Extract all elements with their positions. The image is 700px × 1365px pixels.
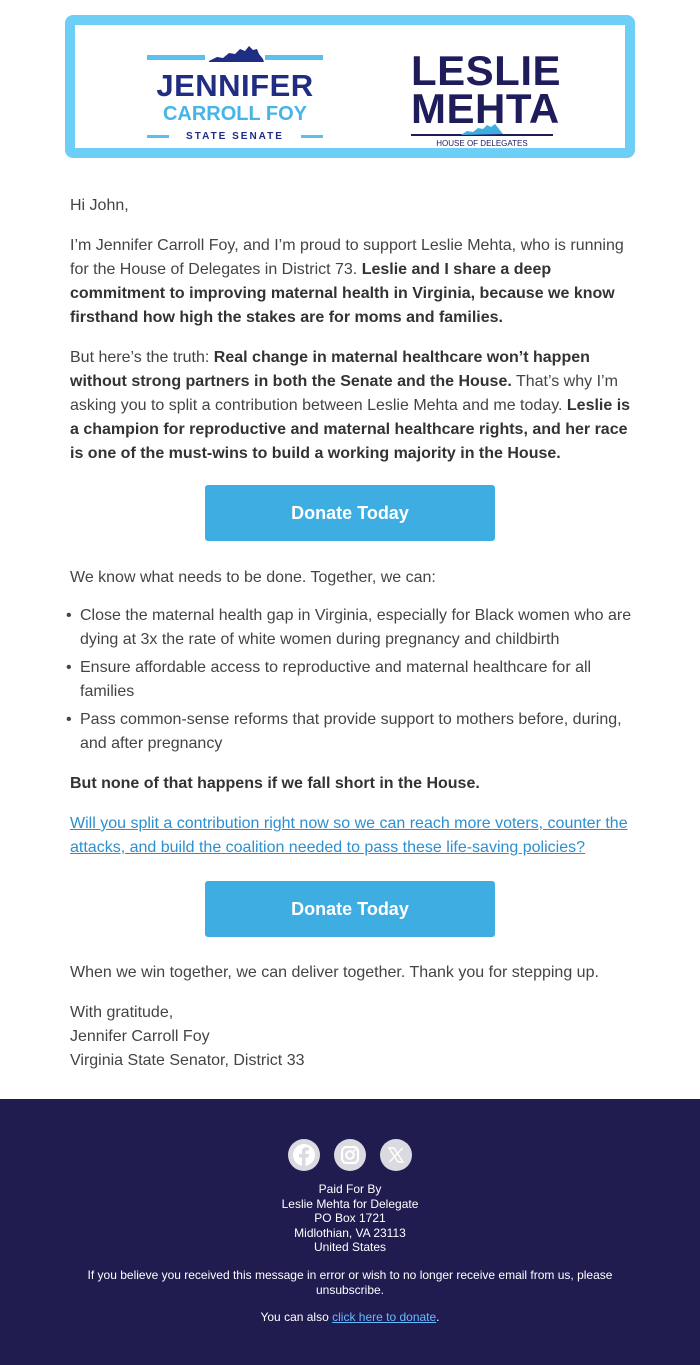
goals-list bbox=[80, 604, 634, 760]
unsubscribe-notice: If you believe you received this message in error or wish to no longer receive email from us, please unsubscribe. bbox=[87, 1268, 613, 1297]
list-item: • Pass common-sense reforms that provide support to mothers before, during, and after pregnancy bbox=[80, 708, 634, 756]
bold-statement bbox=[70, 772, 634, 796]
list-item: • Ensure affordable access to reproductive and maternal healthcare for all families bbox=[80, 656, 634, 704]
facebook-icon[interactable] bbox=[288, 1139, 320, 1171]
list-intro: We know what needs to be done. Together, we can: bbox=[70, 569, 436, 586]
footer-org: Leslie Mehta for Delegate bbox=[281, 1196, 419, 1211]
greeting: Hi John, bbox=[70, 197, 129, 214]
signature bbox=[70, 1001, 634, 1073]
logo-subtitle: STATE SENATE bbox=[186, 131, 284, 142]
logo-subtitle: HOUSE OF DELEGATES bbox=[436, 139, 528, 148]
closing-paragraph: When we win together, we can deliver together. Thank you for stepping up. bbox=[70, 964, 599, 981]
logo-last-name: MEHTA bbox=[411, 85, 560, 132]
paragraph-text: I’m Jennifer Carroll Foy, and I’m proud to support Leslie Mehta, who is running for the House of Delegates in District 73. bbox=[70, 237, 624, 278]
instagram-icon[interactable] bbox=[334, 1139, 366, 1171]
paragraph-bold-text: Leslie and I share a deep commitment to improving maternal health in Virginia, because we know firsthand how high the stakes are for moms and families. bbox=[70, 261, 615, 326]
list-item: • Close the maternal health gap in Virginia, especially for Black women who are dying at 3x the rate of white women during pregnancy and childbirth bbox=[80, 604, 634, 652]
virginia-state-icon bbox=[411, 123, 553, 137]
footer-country: United States bbox=[313, 1240, 387, 1254]
logo-last-name: CARROLL FOY bbox=[162, 103, 308, 125]
footer-city: Midlothian, VA 23113 bbox=[294, 1225, 406, 1240]
footer-address bbox=[0, 1182, 700, 1255]
paragraph-truth bbox=[70, 346, 634, 466]
logo-first-name: JENNIFER bbox=[156, 68, 314, 103]
header-inner bbox=[75, 25, 625, 148]
virginia-state-icon bbox=[207, 45, 265, 63]
paragraph-bold-text: Real change in maternal healthcare won’t happen without strong partners in both the Senate and the House. bbox=[70, 349, 590, 390]
signature-name: Jennifer Carroll Foy bbox=[70, 1028, 210, 1045]
signature-title: Virginia State Senator, District 33 bbox=[70, 1052, 305, 1069]
jennifer-carroll-foy-logo bbox=[147, 43, 323, 149]
paragraph-bold-text: Leslie is a champion for reproductive and maternal healthcare rights, and her race is one of the must-wins to build a working majority in the House. bbox=[70, 397, 631, 462]
paragraph-intro bbox=[70, 234, 634, 330]
footer-po-box: PO Box 1721 bbox=[314, 1211, 386, 1225]
signoff: With gratitude, bbox=[70, 1004, 174, 1021]
leslie-mehta-logo bbox=[411, 47, 562, 148]
paragraph-text: That’s why I’m asking you to split a contribution between Leslie Mehta and me today. bbox=[70, 373, 618, 414]
donate-button[interactable]: Donate Today bbox=[205, 485, 495, 541]
x-icon[interactable] bbox=[380, 1139, 412, 1171]
logo-rule bbox=[265, 55, 323, 60]
ask-paragraph bbox=[70, 812, 634, 860]
donate-button[interactable]: Donate Today bbox=[205, 881, 495, 937]
footer-donate-link[interactable]: click here to donate bbox=[332, 1310, 437, 1324]
bold-statement-text: But none of that happens if we fall short in the House. bbox=[70, 775, 480, 792]
logo-rule bbox=[147, 55, 205, 60]
footer-donate-prefix: You can also bbox=[260, 1310, 333, 1324]
footer bbox=[0, 1099, 700, 1365]
paragraph-text: But here’s the truth: bbox=[70, 349, 214, 366]
footer-donate-line bbox=[0, 1310, 700, 1325]
logo-first-name: LESLIE bbox=[411, 47, 562, 94]
contribution-link[interactable]: Will you split a contribution right now so we can reach more voters, counter the attacks, and build the coalition needed to pass these life-saving policies? bbox=[70, 815, 628, 856]
footer-donate-suffix: . bbox=[436, 1310, 440, 1324]
header-banner bbox=[65, 15, 635, 158]
paid-for-by: Paid For By bbox=[318, 1182, 382, 1196]
